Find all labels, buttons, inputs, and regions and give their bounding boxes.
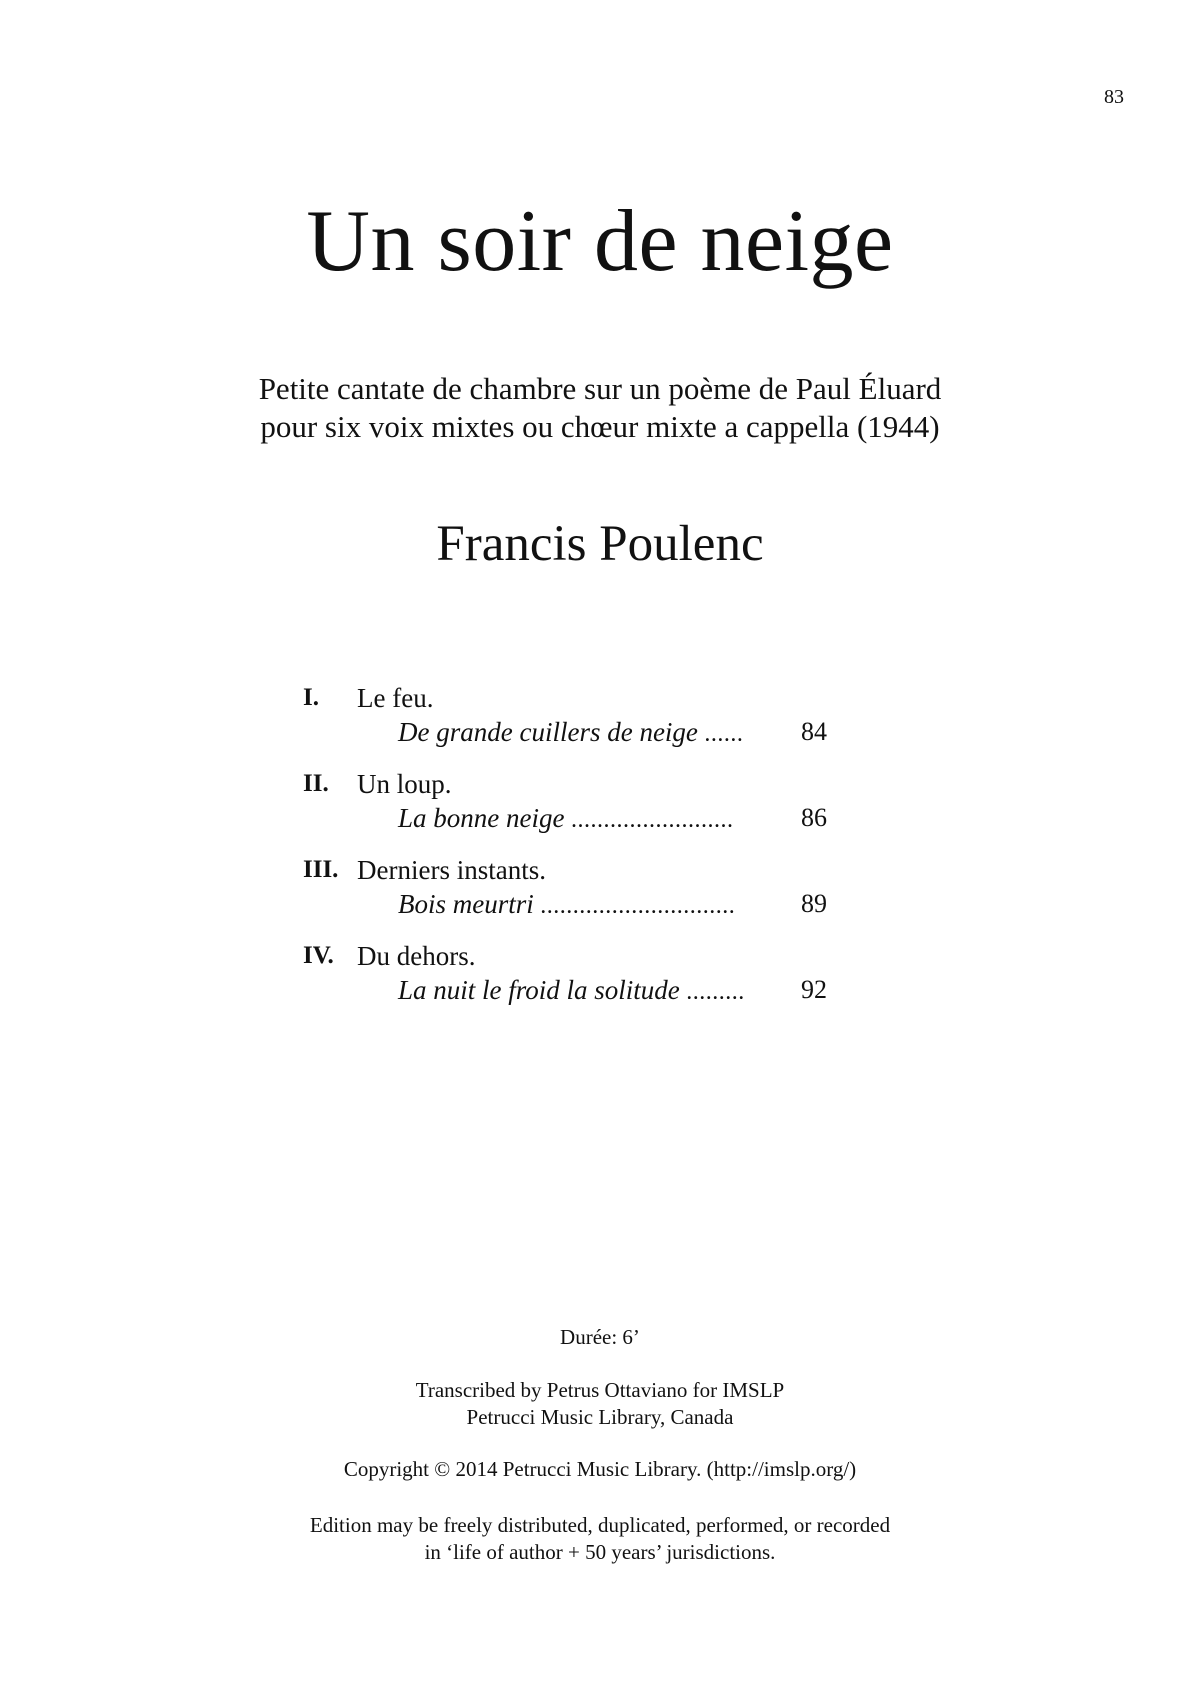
toc-heading: Un loup. <box>357 769 452 799</box>
copyright-notice: Copyright © 2014 Petrucci Music Library. (http://imslp.org/) <box>343 1457 857 1481</box>
toc-item-2 <box>303 767 863 853</box>
toc-subtitle-line <box>398 715 744 751</box>
toc-leader: .............................. <box>533 893 736 919</box>
toc-leader: ......... <box>679 979 745 1005</box>
toc-numeral: III. <box>303 856 339 883</box>
composer-name: Francis Poulenc <box>436 516 764 572</box>
toc-item-1 <box>303 681 863 767</box>
toc-subtitle-line <box>398 887 736 923</box>
toc-subtitle: De grande cuillers de neige <box>398 717 698 747</box>
subtitle <box>0 370 1200 446</box>
transcription-credit-line-1: Transcribed by Petrus Ottaviano for IMSLP <box>415 1378 785 1402</box>
subtitle-line-2: pour six voix mixtes ou chœur mixte a cappella (1944) <box>260 409 940 444</box>
toc-page-number: 84 <box>801 717 827 746</box>
toc-item-3 <box>303 853 863 939</box>
toc-numeral: IV. <box>303 942 334 969</box>
toc-subtitle: La nuit le froid la solitude <box>398 975 680 1005</box>
toc-page-number: 92 <box>801 975 827 1004</box>
transcription-credit-line-2: Petrucci Music Library, Canada <box>466 1405 734 1429</box>
license-line-2: in ‘life of author + 50 years’ jurisdictions. <box>424 1540 776 1564</box>
toc-numeral: II. <box>303 770 329 797</box>
toc-leader: ......................... <box>564 807 734 833</box>
toc-subtitle: Bois meurtri <box>398 889 534 919</box>
table-of-contents <box>303 681 863 1025</box>
page-number: 83 <box>1104 86 1124 108</box>
page-title: Un soir de neige <box>306 193 894 290</box>
license-notice <box>0 1512 1200 1566</box>
subtitle-line-1: Petite cantate de chambre sur un poème de Paul Éluard <box>258 371 942 406</box>
duration: Durée: 6’ <box>560 1325 640 1349</box>
toc-subtitle: La bonne neige <box>398 803 565 833</box>
toc-heading: Derniers instants. <box>357 855 546 885</box>
license-line-1: Edition may be freely distributed, duplicated, performed, or recorded <box>309 1513 891 1537</box>
toc-heading: Du dehors. <box>357 941 476 971</box>
toc-item-4 <box>303 939 863 1025</box>
toc-page-number: 89 <box>801 889 827 918</box>
toc-page-number: 86 <box>801 803 827 832</box>
toc-subtitle-line <box>398 801 734 837</box>
toc-heading: Le feu. <box>357 683 434 713</box>
transcription-credit <box>0 1377 1200 1431</box>
toc-numeral: I. <box>303 684 319 711</box>
toc-leader: ...... <box>697 721 744 747</box>
toc-subtitle-line <box>398 973 745 1009</box>
